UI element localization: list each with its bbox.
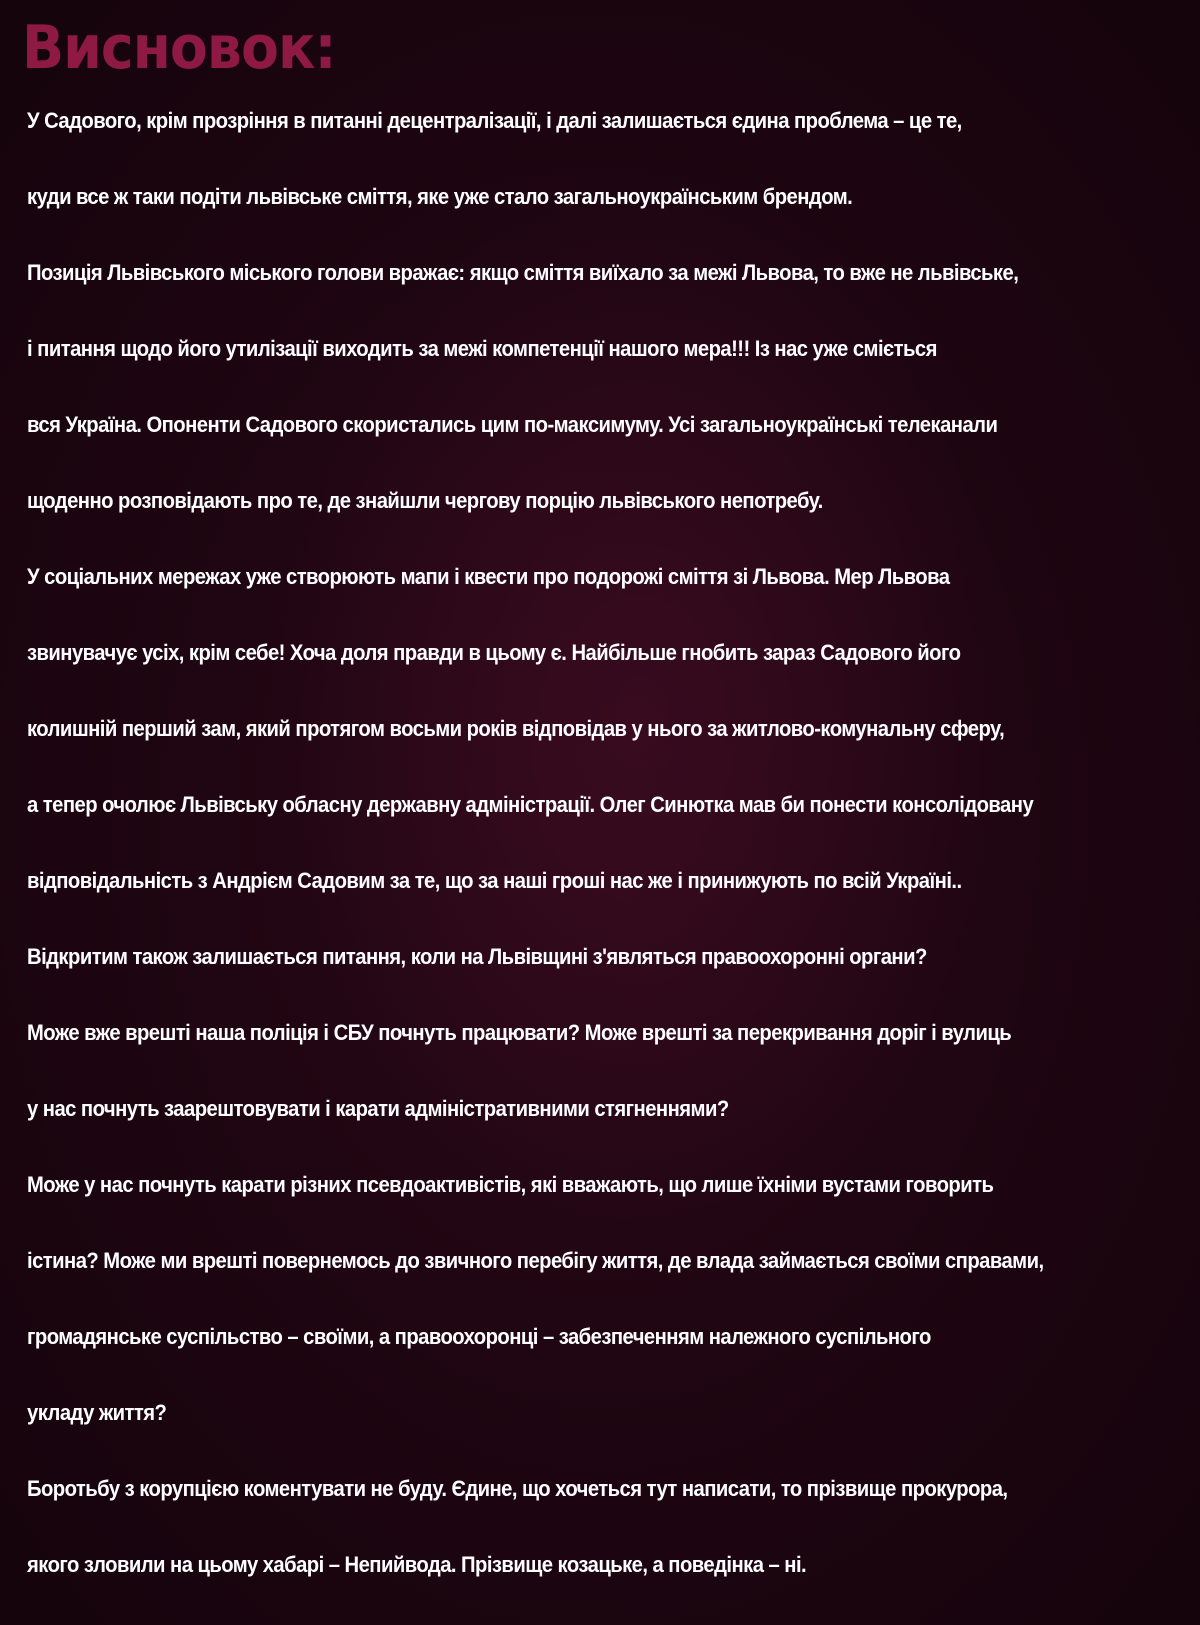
text-line: вся Україна. Опоненти Садового скористались цим по-максимуму. Усі загальноукраїнські телеканали bbox=[27, 412, 998, 437]
text-line: куди все ж таки подіти львівське сміття, яке уже стало загальноукраїнським брендом. bbox=[27, 184, 853, 209]
text-line: Боротьбу з корупцією коментувати не буду. Єдине, що хочеться тут написати, то прізвище прокурора, bbox=[27, 1476, 1008, 1501]
text-line: звинувачує усіх, крім себе! Хоча доля правди в цьому є. Найбільше гнобить зараз Садового його bbox=[27, 640, 961, 665]
conclusion-text bbox=[27, 103, 1187, 1623]
text-line: укладу життя? bbox=[27, 1400, 167, 1425]
text-line: у нас почнуть заарештовувати і карати адміністративними стягненнями? bbox=[27, 1096, 729, 1121]
text-line: і питання щодо його утилізації виходить за межі компетенції нашого мера!!! Із нас уже сміється bbox=[27, 336, 937, 361]
text-line: істина? Може ми врешті повернемось до звичного перебігу життя, де влада займається своїми справами, bbox=[27, 1248, 1044, 1273]
text-line: щоденно розповідають про те, де знайшли чергову порцію львівського непотребу. bbox=[27, 488, 823, 513]
text-line: громадянське суспільство – своїми, а правоохоронці – забезпеченням належного суспільного bbox=[27, 1324, 931, 1349]
text-line: колишній перший зам, який протягом восьми років відповідав у нього за житлово-комунальну сферу, bbox=[27, 716, 1005, 741]
text-line: Відкритим також залишається питання, коли на Львівщині з'являться правоохоронні органи? bbox=[27, 944, 927, 969]
text-line: а тепер очолює Львівську обласну державну адміністрації. Олег Синютка мав би понести консолідовану bbox=[27, 792, 1034, 817]
text-line: Позиція Львівського міського голови вражає: якщо сміття виїхало за межі Львова, то вже не львівське, bbox=[27, 260, 1019, 285]
text-line: У Садового, крім прозріння в питанні децентралізації, і далі залишається єдина проблема – це те, bbox=[27, 108, 962, 133]
text-line: У соціальних мережах уже створюють мапи і квести про подорожі сміття зі Львова. Мер Львова bbox=[27, 564, 950, 589]
text-line: відповідальність з Андрієм Садовим за те, що за наші гроші нас же і принижують по всій Україні.. bbox=[27, 868, 962, 893]
section-title: Висновок: bbox=[22, 13, 336, 83]
text-line: Може вже врешті наша поліція і СБУ почнуть працювати? Може врешті за перекривання доріг і вулиць bbox=[27, 1020, 1012, 1045]
text-line: якого зловили на цьому хабарі – Непийвода. Прізвище козацьке, а поведінка – ні. bbox=[27, 1552, 807, 1577]
text-line: Може у нас почнуть карати різних псевдоактивістів, які вважають, що лише їхніми вустами говорить bbox=[27, 1172, 994, 1197]
